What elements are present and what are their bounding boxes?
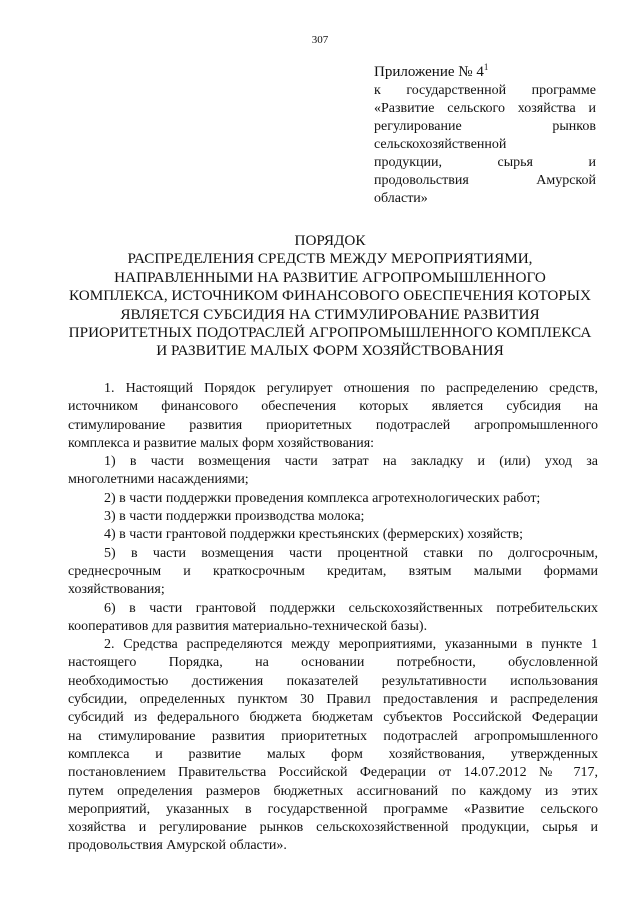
body-line: мероприятий, указанных в государственной программе «Развитие сельского — [68, 801, 598, 817]
heading-line: НАПРАВЛЕННЫМИ НА РАЗВИТИЕ АГРОПРОМЫШЛЕННОГО — [114, 268, 546, 286]
body-line: путем определения размеров бюджетных ассигнований по каждому из этих — [68, 783, 598, 799]
body-line: 5) в части возмещения части процентной ставки по долгосрочным, — [104, 545, 598, 561]
heading-line: ПРИОРИТЕТНЫХ ПОДОТРАСЛЕЙ АГРОПРОМЫШЛЕННОГО КОМПЛЕКСА — [68, 324, 592, 342]
body-line: комплекса и развитие малых форм хозяйствования: — [68, 435, 375, 451]
heading-title: ПОРЯДОК — [294, 232, 366, 249]
appendix-title: Приложение № $4^1$ — [374, 62, 489, 80]
body-line: 1. Настоящий Порядок регулирует отношения по распределению средств, — [104, 381, 598, 396]
body-line: 1) в части возмещения части затрат на закладку и (или) уход за — [104, 454, 598, 470]
appendix-line: к государственной программе — [374, 83, 596, 98]
appendix-line: продовольствия Амурской — [374, 173, 596, 188]
body-line: 6) в части грантовой поддержки сельскохозяйственных потребительских — [104, 600, 598, 616]
body-line: субсидии, определенных пунктом 30 Правил предоставления и распределения — [68, 692, 598, 708]
appendix-lines — [374, 82, 596, 208]
body-text — [68, 380, 598, 856]
body-line: необходимостью достижения показателей результативности использования — [68, 673, 598, 689]
body-line: 2. Средства распределяются между мероприятиями, указанными в пункте 1 — [104, 637, 598, 653]
document-heading — [60, 232, 600, 361]
appendix-title-superscript: 1 — [483, 62, 489, 72]
body-line: хозяйства и регулирование рынков сельскохозяйственной продукции, сырья и — [68, 820, 598, 836]
body-line: среднесрочным и краткосрочным кредитам, взятым малыми формами — [68, 563, 598, 579]
heading-line: РАСПРЕДЕЛЕНИЯ СРЕДСТВ МЕЖДУ МЕРОПРИЯТИЯМИ, — [127, 250, 533, 268]
body-line: 2) в части поддержки проведения комплекса агротехнологических работ; — [104, 490, 541, 506]
appendix-line: области» — [374, 191, 428, 206]
body-line: источником финансового обеспечения которых является субсидия на — [68, 399, 598, 415]
appendix-line: регулирование рынков — [374, 119, 596, 134]
heading-line: КОМПЛЕКСА, ИСТОЧНИКОМ ФИНАНСОВОГО ОБЕСПЕЧЕНИЯ КОТОРЫХ — [68, 287, 592, 305]
body-line: субсидий из федерального бюджета бюджетам субъектов Российской Федерации — [68, 710, 598, 726]
heading-lines — [60, 250, 600, 360]
appendix-line: «Развитие сельского хозяйства и — [374, 101, 596, 116]
heading-line: ЯВЛЯЕТСЯ СУБСИДИЯ НА СТИМУЛИРОВАНИЕ РАЗВИТИЯ — [120, 305, 540, 323]
body-line: настоящего Порядка, на основании потребности, обусловленной — [68, 655, 598, 671]
body-line: стимулирование развития приоритетных подотраслей агропромышленного — [68, 417, 598, 433]
appendix-line: сельскохозяйственной — [374, 137, 507, 152]
body-line: 4) в части грантовой поддержки крестьянских (фермерских) хозяйств; — [104, 527, 524, 543]
page-number: 307 — [311, 34, 329, 46]
body-line: постановлением Правительства Российской Федерации от 14.07.2012 № 717, — [68, 765, 598, 781]
body-line: кооперативов для развития материально-технической базы). — [68, 618, 428, 634]
heading-line: И РАЗВИТИЕ МАЛЫХ ФОРМ ХОЗЯЙСТВОВАНИЯ — [156, 342, 504, 360]
body-line: комплекса и развитие малых форм хозяйствования, утвержденных — [68, 746, 598, 762]
appendix-line: продукции, сырья и — [374, 155, 596, 170]
body-line: хозяйствования; — [68, 582, 165, 598]
body-line: на стимулирование развития приоритетных подотраслей агропромышленного — [68, 728, 598, 744]
body-line: продовольствия Амурской области». — [68, 838, 287, 854]
appendix-block — [374, 62, 596, 208]
body-line: 3) в части поддержки производства молока; — [104, 509, 365, 525]
body-line: многолетними насаждениями; — [68, 472, 249, 488]
